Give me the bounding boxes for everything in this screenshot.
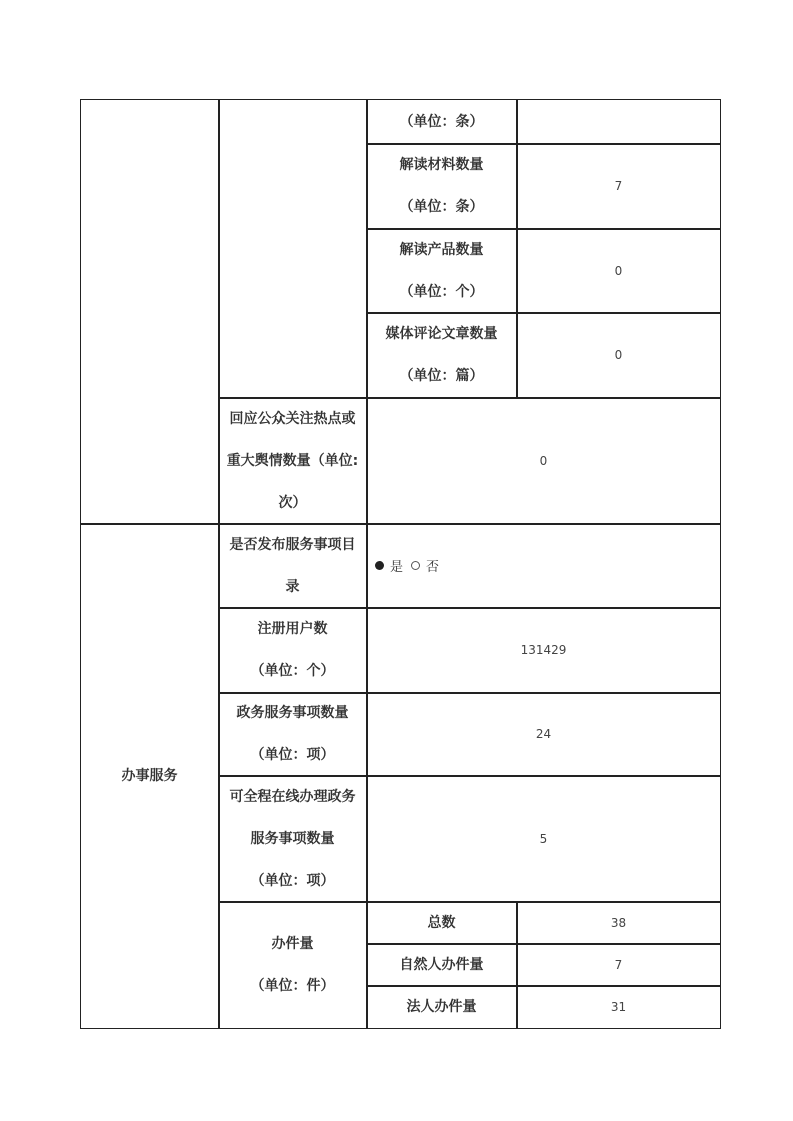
- radio-yes[interactable]: [375, 561, 384, 570]
- volume-natural-label: 自然人办件量: [399, 956, 484, 973]
- catalog-label-cell: [219, 524, 366, 607]
- items-label: 政务服务事项数量: [236, 705, 349, 721]
- online-label-line1: 可全程在线办理政务: [229, 788, 356, 805]
- radio-no[interactable]: [411, 561, 420, 570]
- online-value: 5: [539, 831, 548, 846]
- volume-total-value-cell: [517, 902, 720, 943]
- items-unit: （单位：项）: [250, 747, 335, 763]
- interp-materials-label: 解读材料数量: [399, 157, 484, 173]
- volume-natural-value-cell: [517, 944, 720, 985]
- volume-natural-value: 7: [614, 957, 623, 972]
- interp-products-value-cell: [517, 229, 720, 312]
- hotspot-value: 0: [539, 453, 548, 468]
- volume-legal-value: 31: [610, 1000, 627, 1014]
- radio-no-label: 否: [426, 560, 440, 575]
- users-value: 131429: [520, 643, 567, 657]
- catalog-label-line1: 是否发布服务事项目: [229, 536, 356, 553]
- media-articles-label: 媒体评论文章数量: [385, 326, 498, 342]
- volume-natural-label-cell: [367, 944, 516, 985]
- volume-legal-value-cell: [517, 986, 720, 1028]
- interp-materials-label-cell: [367, 144, 516, 228]
- volume-label-cell: [219, 902, 366, 1028]
- online-value-cell: [367, 776, 720, 901]
- items-label-cell: [219, 693, 366, 775]
- volume-total-label: 总数: [427, 914, 456, 931]
- items-value-cell: [367, 693, 720, 775]
- media-articles-value: 0: [614, 348, 623, 362]
- interp-products-label: 解读产品数量: [399, 241, 484, 258]
- media-articles-unit: （单位：篇）: [399, 368, 484, 384]
- users-label: 注册用户数: [257, 621, 328, 637]
- media-articles-value-cell: [517, 313, 720, 397]
- catalog-label-line2: 录: [285, 578, 300, 595]
- users-label-cell: [219, 608, 366, 692]
- section-title-cell: [81, 524, 218, 1028]
- interp-products-unit: （单位：个）: [399, 283, 484, 300]
- users-value-cell: [367, 608, 720, 692]
- section-title: 办事服务: [121, 768, 178, 784]
- hotspot-label-line3: 次）: [278, 494, 307, 511]
- users-unit: （单位：个）: [250, 663, 335, 679]
- volume-unit: （单位：件）: [250, 978, 335, 994]
- online-label-cell: [219, 776, 366, 901]
- hotspot-label-cell: [219, 398, 366, 523]
- volume-total-value: 38: [610, 915, 627, 930]
- volume-legal-label: 法人办件量: [406, 999, 477, 1015]
- items-value: 24: [535, 727, 552, 741]
- radio-yes-label: 是: [390, 560, 404, 575]
- volume-legal-label-cell: [367, 986, 516, 1028]
- interp-materials-unit: （单位：条）: [399, 199, 484, 215]
- interp-materials-value: 7: [614, 179, 623, 193]
- media-articles-label-cell: [367, 313, 516, 397]
- catalog-radio-group: [367, 524, 720, 607]
- interp-materials-value-cell: [517, 144, 720, 228]
- interp-products-label-cell: [367, 229, 516, 312]
- online-label-line2: 服务事项数量: [250, 830, 335, 847]
- hotspot-value-cell: [367, 398, 720, 523]
- data-table: [80, 99, 721, 1029]
- volume-label: 办件量: [271, 936, 314, 952]
- interp-products-value: 0: [614, 263, 623, 278]
- hotspot-label-line1: 回应公众关注热点或: [229, 410, 356, 427]
- hotspot-label-line2: 重大舆情数量（单位:: [226, 452, 359, 469]
- volume-total-label-cell: [367, 902, 516, 943]
- unit-cell: [367, 100, 516, 143]
- online-unit: （单位：项）: [250, 872, 335, 889]
- unit-label: （单位：条）: [399, 113, 484, 130]
